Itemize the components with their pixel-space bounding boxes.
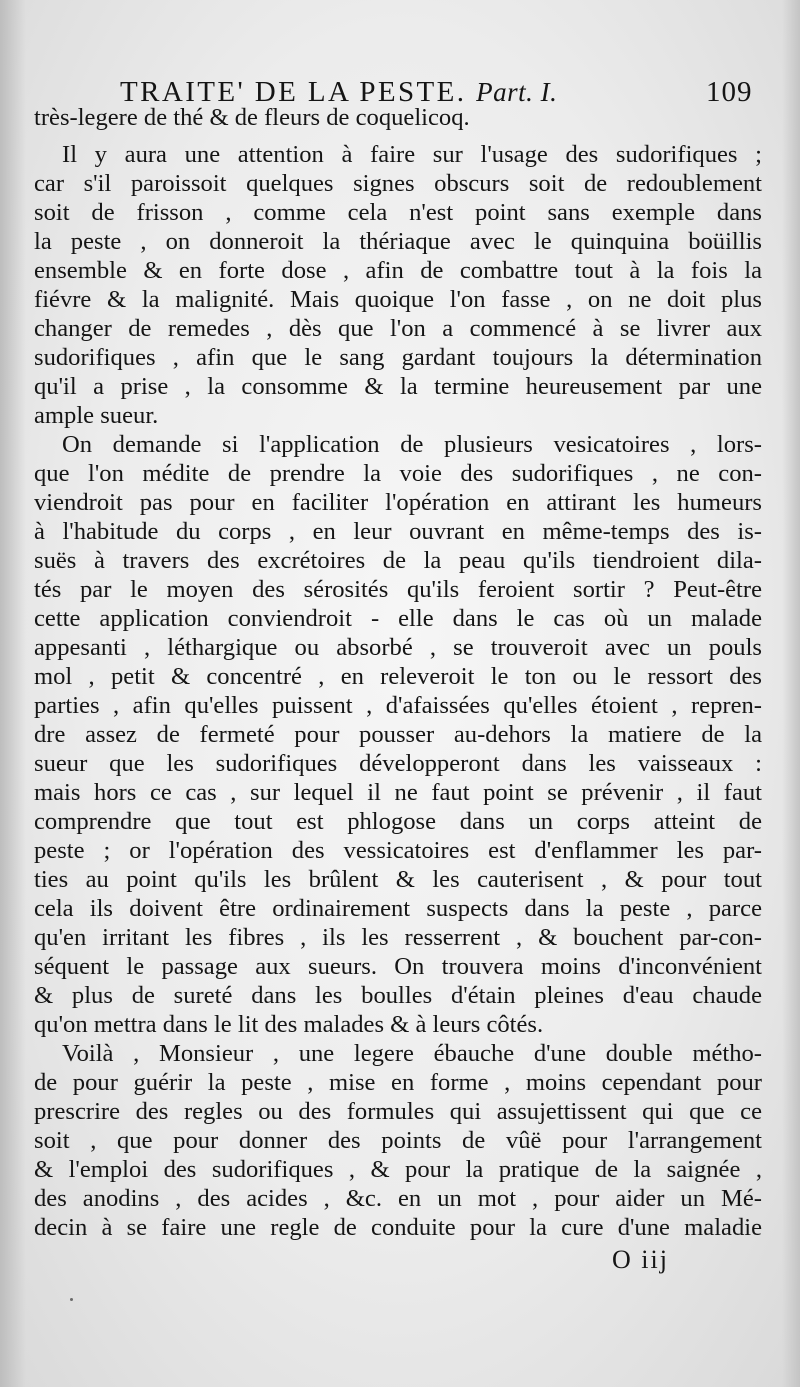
text-line: parties , afin qu'elles puissent , d'afaissées qu'elles étoient , repren- <box>34 692 762 719</box>
text-line: cela ils doivent être ordinairement suspects dans la peste , parce <box>34 895 762 922</box>
text-line: tés par le moyen des sérosités qu'ils feroient sortir ? Peut-être <box>34 576 762 603</box>
text-line: des anodins , des acides , &c. en un mot , pour aider un Mé- <box>34 1185 762 1212</box>
text-line: Voilà , Monsieur , une legere ébauche d'une double métho- <box>62 1040 762 1067</box>
text-line: que l'on médite de prendre la voie des sudorifiques , ne con- <box>34 460 762 487</box>
text-line: appesanti , léthargique ou absorbé , se trouveroit avec un pouls <box>34 634 762 661</box>
text-line: qu'en irritant les fibres , ils les resserrent , & bouchent par-con- <box>34 924 762 951</box>
text-line: séquent le passage aux sueurs. On trouvera moins d'inconvénient <box>34 953 762 980</box>
text-line: Il y aura une attention à faire sur l'usage des sudorifiques ; <box>62 141 762 168</box>
text-line: soit de frisson , comme cela n'est point sans exemple dans <box>34 199 762 226</box>
text-line: ties au point qu'ils les brûlent & les cauterisent , & pour tout <box>34 866 762 893</box>
text-line: viendroit pas pour en faciliter l'opération en attirant les humeurs <box>34 489 762 516</box>
text-line: changer de remedes , dès que l'on a commencé à se livrer aux <box>34 315 762 342</box>
text-line: peste ; or l'opération des vessicatoires est d'enflammer les par- <box>34 837 762 864</box>
text-line: decin à se faire une regle de conduite pour la cure d'une maladie <box>34 1214 762 1241</box>
text-line: car s'il paroissoit quelques signes obscurs soit de redoublement <box>34 170 762 197</box>
text-line: mais hors ce cas , sur lequel il ne faut point se prévenir , il faut <box>34 779 762 806</box>
text-line: la peste , on donneroit la thériaque avec le quinquina boüillis <box>34 228 762 255</box>
text-line: qu'on mettra dans le lit des malades & à leurs côtés. <box>34 1011 544 1038</box>
text-line: sudorifiques , afin que le sang gardant toujours la détermination <box>34 344 762 371</box>
text-line: & plus de sureté dans les boulles d'étain pleines d'eau chaude <box>34 982 762 1009</box>
text-line: On demande si l'application de plusieurs vesicatoires , lors- <box>62 431 762 458</box>
text-line: comprendre que tout est phlogose dans un corps atteint de <box>34 808 762 835</box>
text-line: soit , que pour donner des points de vûë pour l'arrangement <box>34 1127 762 1154</box>
text-line: prescrire des regles ou des formules qui assujettissent qui que ce <box>34 1098 762 1125</box>
paper-fleck <box>70 1298 73 1301</box>
text-line: de pour guérir la peste , mise en forme , moins cependant pour <box>34 1069 762 1096</box>
text-line: dre assez de fermeté pour pousser au-dehors la matiere de la <box>34 721 762 748</box>
page-number: 109 <box>706 76 753 108</box>
text-line: fiévre & la malignité. Mais quoique l'on fasse , on ne doit plus <box>34 286 762 313</box>
text-line: sueur que les sudorifiques développeront dans les vaisseaux : <box>34 750 762 777</box>
text-line: très-legere de thé & de fleurs de coquelicoq. <box>34 104 470 131</box>
text-line: mol , petit & concentré , en releveroit le ton ou le ressort des <box>34 663 762 690</box>
text-line: à l'habitude du corps , en leur ouvrant en même-temps des is- <box>34 518 762 545</box>
text-line: & l'emploi des sudorifiques , & pour la pratique de la saignée , <box>34 1156 762 1183</box>
text-line: ample sueur. <box>34 402 159 429</box>
text-line: qu'il a prise , la consomme & la termine heureusement par une <box>34 373 762 400</box>
running-title-text: TRAITE' DE LA PESTE. <box>120 76 467 108</box>
part-label: Part. I. <box>476 77 558 107</box>
text-line: ensemble & en forte dose , afin de combattre tout à la fois la <box>34 257 762 284</box>
text-line: suës à travers des excrétoires de la peau qu'ils tiendroient dila- <box>34 547 762 574</box>
text-line: cette application conviendroit - elle dans le cas où un malade <box>34 605 762 632</box>
signature-mark: O iij <box>612 1245 669 1274</box>
